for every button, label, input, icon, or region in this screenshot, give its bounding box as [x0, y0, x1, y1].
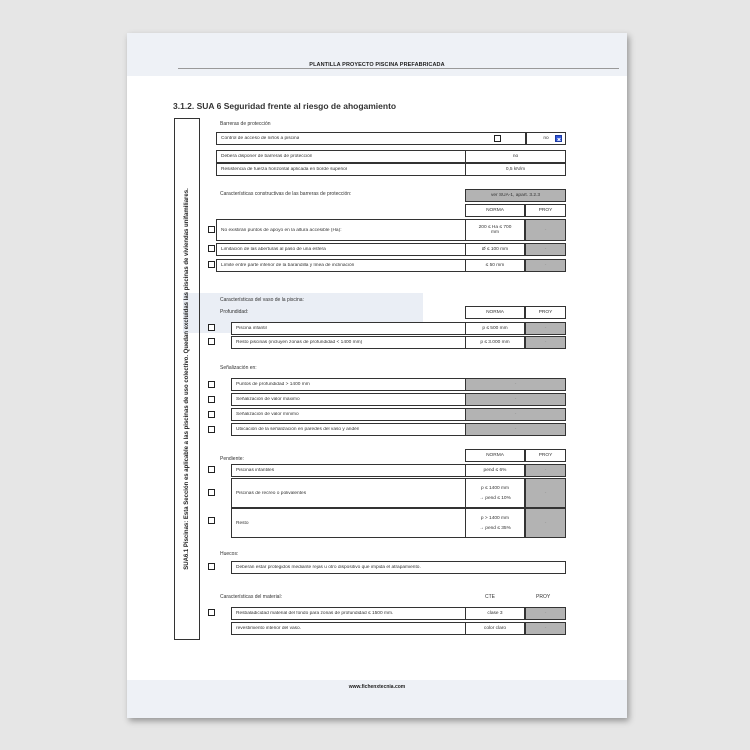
- material-row-1-checkbox[interactable]: [208, 609, 215, 616]
- barreras-row-1-text: Deberá disponer de barreras de protección: [221, 154, 313, 159]
- huecos-checkbox[interactable]: [208, 563, 215, 570]
- vaso-label: Características del vaso de la piscina:: [220, 297, 304, 303]
- constructivas-row-1-norma-line1: 200 ≤ Ha ≤ 700: [478, 225, 512, 230]
- profundidad-row-2: [231, 336, 466, 349]
- constructivas-ref: ver SUA-1, apart. 3.2.3: [465, 189, 566, 202]
- pendiente-label: Pendiente:: [220, 456, 244, 462]
- material-proy-header: PROY: [536, 594, 551, 600]
- senalizacion-row-3-proy: -: [465, 408, 566, 421]
- barreras-row-2: [216, 163, 466, 176]
- huecos-text: Deberán estar protegidos mediante rejas u otro dispositivo que impida el atrapamiento.: [236, 565, 421, 570]
- header-title: PLANTILLA PROYECTO PISCINA PREFABRICADA: [309, 62, 445, 68]
- vertical-note-box: [174, 118, 200, 640]
- control-acceso-text: Control de acceso de niños a piscina: [221, 136, 300, 141]
- senalizacion-label: Señalización en:: [220, 365, 257, 371]
- senalizacion-row-4-proy: -: [465, 423, 566, 436]
- senalizacion-row-2-checkbox[interactable]: [208, 396, 215, 403]
- material-row-1: [231, 607, 466, 620]
- senalizacion-row-1-proy: -: [465, 378, 566, 391]
- barreras-row-1-value: no: [465, 150, 566, 163]
- section-title: 3.1.2. SUA 6 Seguridad frente al riesgo de ahogamiento: [173, 101, 397, 111]
- no-checkbox-checked[interactable]: [555, 135, 562, 142]
- constructivas-row-2-norma: Ø ≤ 100 mm: [465, 243, 525, 256]
- vertical-note-text: SUA6.1 Piscinas: Esta Sección es aplicable a las piscinas de uso colectivo. Quedan excluidas las piscinas de viviendas unifamiliares.: [184, 188, 190, 570]
- material-row-2-text: revestimiento interior del vaso.: [236, 626, 302, 631]
- senalizacion-row-4-checkbox[interactable]: [208, 426, 215, 433]
- header-divider: [178, 68, 619, 69]
- profundidad-norma-header: NORMA: [465, 306, 525, 319]
- profundidad-row-2-norma: p ≤ 3.000 mm: [465, 336, 525, 349]
- pendiente-row-1-proy: -: [525, 464, 566, 477]
- material-row-2: [231, 622, 466, 635]
- pendiente-row-1-checkbox[interactable]: [208, 466, 215, 473]
- material-cte-header: CTE: [485, 594, 495, 600]
- pendiente-row-2-norma-line2: → pend ≤ 10%: [479, 495, 511, 501]
- document-page: [127, 33, 627, 718]
- barreras-label: Barreras de protección: [220, 121, 271, 127]
- pendiente-row-2-checkbox[interactable]: [208, 489, 215, 496]
- huecos-label: Huecos:: [220, 551, 239, 557]
- pendiente-row-3-norma-line1: p > 1400 mm: [480, 515, 510, 521]
- senalizacion-row-1: [231, 378, 466, 391]
- profundidad-row-1-norma: p ≤ 500 mm: [465, 322, 525, 335]
- pendiente-row-3-norma: [465, 508, 525, 538]
- senalizacion-row-4-text: Ubicación de la señalización en paredes del vaso y andén: [236, 427, 360, 432]
- pendiente-row-1: [231, 464, 466, 477]
- pendiente-row-1-text: Piscinas infantiles: [236, 468, 275, 473]
- pendiente-row-3-proy: -: [525, 508, 566, 538]
- constructivas-row-1-checkbox[interactable]: [208, 226, 215, 233]
- profundidad-label: Profundidad:: [220, 309, 249, 315]
- pendiente-row-2-norma: [465, 478, 525, 508]
- barreras-row-2-value: 0,5 kN/m: [465, 163, 566, 176]
- material-label: Características del material:: [220, 594, 282, 600]
- senalizacion-row-2-proy: -: [465, 393, 566, 406]
- pendiente-row-2-proy: -: [525, 478, 566, 508]
- pendiente-row-2-norma-line1: p ≤ 1400 mm: [481, 485, 509, 491]
- header-band: [127, 33, 627, 76]
- pendiente-row-3-norma-line2: → pend ≤ 35%: [479, 525, 511, 531]
- constructivas-norma-header: NORMA: [465, 204, 525, 217]
- no-label: no: [543, 136, 549, 141]
- profundidad-row-1-proy: -: [525, 322, 566, 335]
- profundidad-row-2-checkbox[interactable]: [208, 338, 215, 345]
- profundidad-proy-header: PROY: [525, 306, 566, 319]
- constructivas-row-3-checkbox[interactable]: [208, 261, 215, 268]
- profundidad-row-1-checkbox[interactable]: [208, 324, 215, 331]
- constructivas-row-1-norma-line2: mm: [491, 230, 499, 235]
- pendiente-proy-header: PROY: [525, 449, 566, 462]
- profundidad-row-2-text: Resto piscinas (incluyen zonas de profundidad < 1400 mm): [236, 340, 363, 345]
- si-checkbox[interactable]: [494, 135, 501, 142]
- constructivas-row-3-norma: ≤ 50 mm: [465, 259, 525, 272]
- pendiente-row-1-norma: pend ≤ 6%: [465, 464, 525, 477]
- constructivas-row-1-proy: -: [525, 219, 566, 241]
- constructivas-label: Características constructivas de las barreras de protección:: [220, 191, 352, 197]
- constructivas-row-2-text: Limitación de las aberturas al paso de una esfera: [221, 247, 326, 252]
- profundidad-row-2-proy: -: [525, 336, 566, 349]
- senalizacion-row-3: [231, 408, 466, 421]
- constructivas-row-3-proy: -: [525, 259, 566, 272]
- material-row-1-text: Resbaladicidad material del fondo para zonas de profundidad ≤ 1500 mm.: [236, 611, 394, 616]
- senalizacion-row-2: [231, 393, 466, 406]
- constructivas-row-2-proy: -: [525, 243, 566, 256]
- constructivas-proy-header: PROY: [525, 204, 566, 217]
- profundidad-row-1: [231, 322, 466, 335]
- constructivas-row-2-checkbox[interactable]: [208, 245, 215, 252]
- senalizacion-row-2-text: Señalización de valor máximo: [236, 397, 300, 402]
- barreras-row-2-text: Resistencia de fuerza horizontal aplicada en borde superior: [221, 167, 348, 172]
- barreras-row-1: [216, 150, 466, 163]
- pendiente-row-2: [231, 478, 466, 508]
- constructivas-row-3-text: Límite entre parte inferior de la barandilla y línea de inclinación: [221, 263, 355, 268]
- material-row-2-proy: -: [525, 622, 566, 635]
- constructivas-row-2: [216, 243, 466, 256]
- material-row-1-proy: -: [525, 607, 566, 620]
- senalizacion-row-1-text: Puntos de profundidad > 1400 mm: [236, 382, 310, 387]
- pendiente-row-3: [231, 508, 466, 538]
- pendiente-row-3-text: Resto: [236, 520, 249, 526]
- material-row-1-norma: clase 3: [465, 607, 525, 620]
- senalizacion-row-1-checkbox[interactable]: [208, 381, 215, 388]
- constructivas-row-1: [216, 219, 466, 241]
- pendiente-row-2-text: Piscinas de recreo o polivalentes: [236, 490, 307, 496]
- senalizacion-row-3-text: Señalización de valor mínimo: [236, 412, 299, 417]
- senalizacion-row-4: [231, 423, 466, 436]
- pendiente-row-3-checkbox[interactable]: [208, 517, 215, 524]
- senalizacion-row-3-checkbox[interactable]: [208, 411, 215, 418]
- constructivas-row-3: [216, 259, 466, 272]
- material-row-2-norma: color claro: [465, 622, 525, 635]
- footer-url[interactable]: www.fichenxtecnia.com: [348, 684, 406, 690]
- huecos-row: [231, 561, 566, 574]
- constructivas-row-1-text: No existirán puntos de apoyo en la altura accesible (Ha):: [221, 227, 342, 233]
- pendiente-norma-header: NORMA: [465, 449, 525, 462]
- constructivas-row-1-norma: [465, 219, 525, 241]
- profundidad-row-1-text: Piscina infantil: [236, 326, 267, 331]
